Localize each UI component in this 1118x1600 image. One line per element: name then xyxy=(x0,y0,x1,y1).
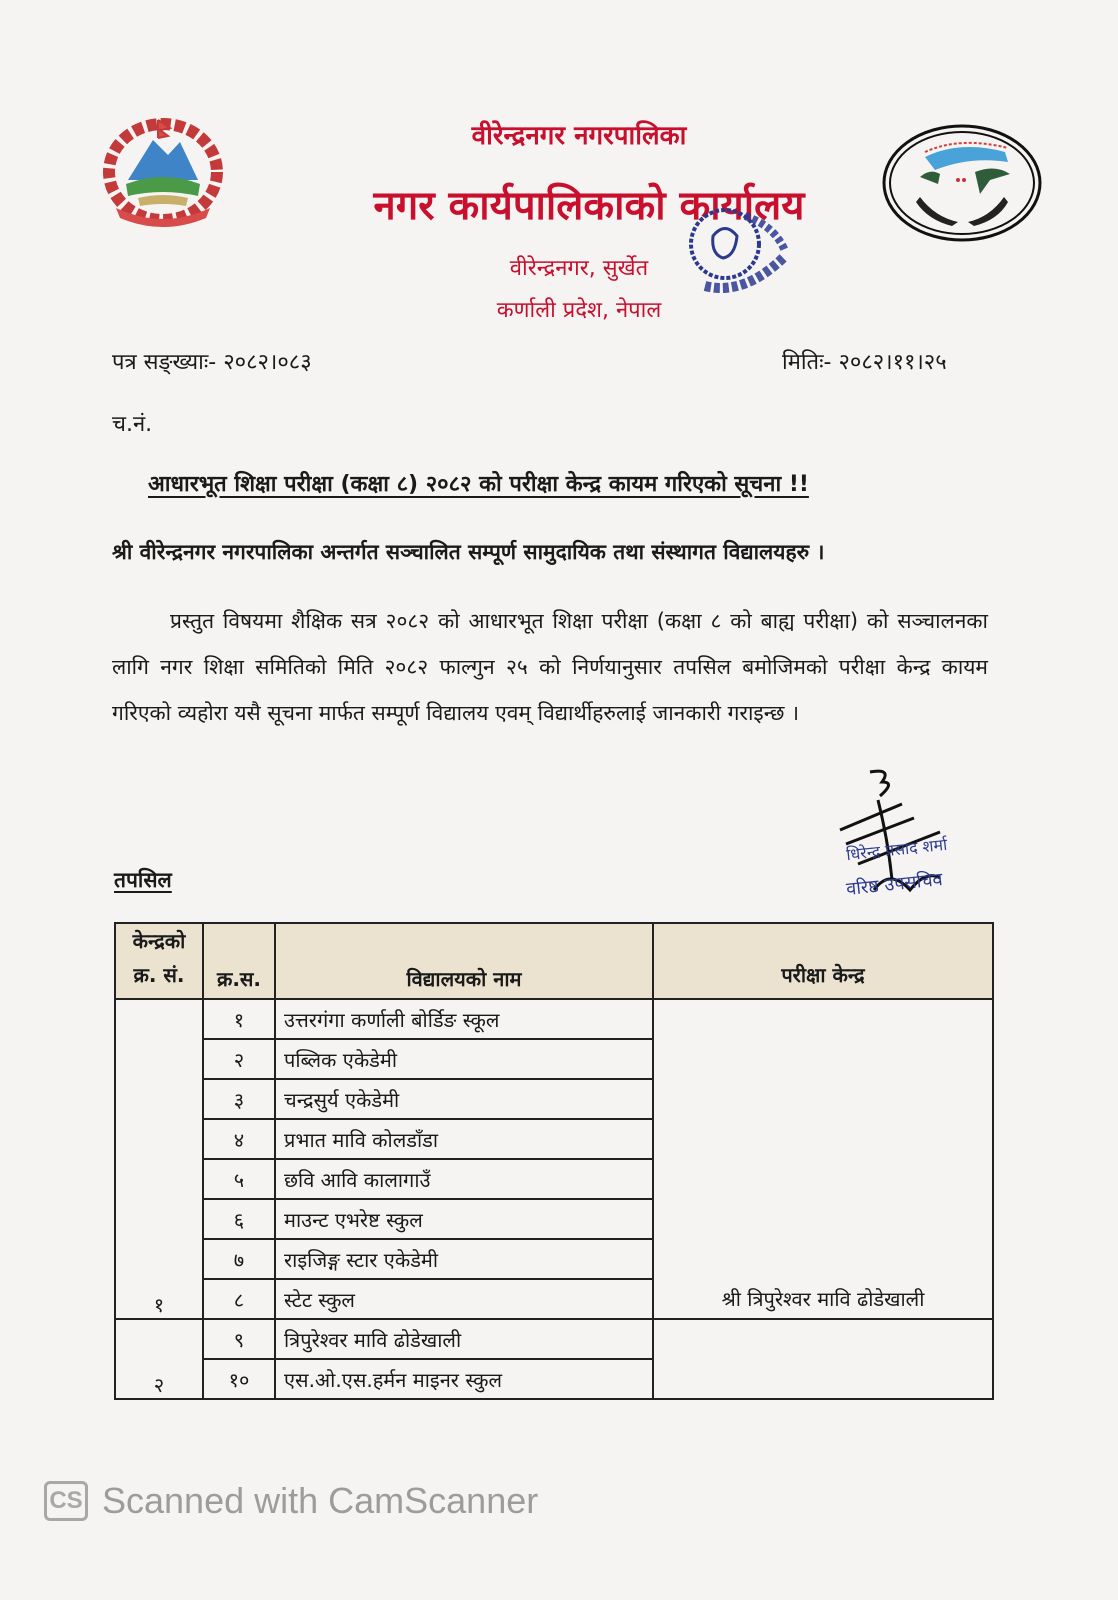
municipality-name: वीरेन्द्रनगर नगरपालिका xyxy=(471,121,687,151)
office-title: नगर कार्यपालिकाको कार्यालय xyxy=(373,183,805,229)
school-name-cell: माउन्ट एभरेष्ट स्कुल xyxy=(275,1199,653,1239)
header-exam-center: परीक्षा केन्द्र xyxy=(653,923,993,999)
exam-center-cell xyxy=(653,1319,993,1399)
table-row xyxy=(115,999,993,1039)
municipality-logo-icon xyxy=(880,122,1045,244)
header-center-sn-line2: क्र. सं. xyxy=(133,963,185,987)
school-name-cell: पब्लिक एकेडेमी xyxy=(275,1039,653,1079)
notice-subject: आधारभूत शिक्षा परीक्षा (कक्षा ८) २०८२ को परीक्षा केन्द्र कायम गरिएको सूचना !! xyxy=(148,472,809,497)
school-sn-cell: ७ xyxy=(203,1239,275,1279)
school-name-cell: राइजिङ्ग स्टार एकेडेमी xyxy=(275,1239,653,1279)
office-seal-stamp-icon xyxy=(675,196,805,316)
school-name-cell: प्रभात मावि कोलडाँडा xyxy=(275,1119,653,1159)
table-header-row xyxy=(115,923,993,999)
signatory-name: धिरेन्द्र प्रसाद शर्मा xyxy=(845,834,949,865)
school-sn-cell: ४ xyxy=(203,1119,275,1159)
school-name-cell: स्टेट स्कुल xyxy=(275,1279,653,1319)
school-sn-cell: ९ xyxy=(203,1319,275,1359)
school-sn-cell: ६ xyxy=(203,1199,275,1239)
exam-center-cell: श्री त्रिपुरेश्वर मावि ढोडेखाली xyxy=(653,999,993,1319)
school-name-cell: चन्द्रसुर्य एकेडेमी xyxy=(275,1079,653,1119)
center-sn-cell: १ xyxy=(115,999,203,1319)
watermark-text: Scanned with CamScanner xyxy=(102,1480,539,1521)
addressee: श्री वीरेन्द्रनगर नगरपालिका अन्तर्गत सञ्चालित सम्पूर्ण सामुदायिक तथा संस्थागत विद्यालयहरु । xyxy=(112,540,825,564)
school-name-cell: त्रिपुरेश्वर मावि ढोडेखाली xyxy=(275,1319,653,1359)
address-line-2: कर्णाली प्रदेश, नेपाल xyxy=(496,298,662,323)
camscanner-logo-icon: CS xyxy=(44,1481,88,1521)
school-sn-cell: १ xyxy=(203,999,275,1039)
notice-body: प्रस्तुत विषयमा शैक्षिक सत्र २०८२ को आधारभूत शिक्षा परीक्षा (कक्षा ८ को बाह्य परीक्षा) को सञ्चालनका लागि नगर शिक्षा समितिको मिति २०८२ फाल्गुन २५ को निर्णयानुसार तपसिल बमोजिमको परीक्षा केन्द्र कायम गरिएको व्यहोरा यसै सूचना मार्फत सम्पूर्ण विद्यालय एवम् विद्यार्थीहरुलाई जानकारी गराइन्छ । xyxy=(112,609,988,725)
address-line-1: वीरेन्द्रनगर, सुर्खेत xyxy=(509,256,649,281)
header-school-name: विद्यालयको नाम xyxy=(275,923,653,999)
school-name-cell: एस.ओ.एस.हर्मन माइनर स्कुल xyxy=(275,1359,653,1399)
school-name-cell: उत्तरगंगा कर्णाली बोर्डिङ स्कूल xyxy=(275,999,653,1039)
dispatch-number: च.नं. xyxy=(112,412,153,437)
school-sn-cell: ८ xyxy=(203,1279,275,1319)
table-row xyxy=(115,1319,993,1359)
header-center-sn xyxy=(115,923,203,999)
camscanner-watermark xyxy=(44,1480,538,1522)
signatory-title: वरिष्ठ उपसचिव xyxy=(845,868,944,900)
center-sn-cell: २ xyxy=(115,1319,203,1399)
header-center-sn-line1: केन्द्रको xyxy=(132,929,186,953)
school-sn-cell: ५ xyxy=(203,1159,275,1199)
school-sn-cell: २ xyxy=(203,1039,275,1079)
letter-date: मितिः- २०८२।११।२५ xyxy=(782,350,947,375)
school-name-cell: छवि आवि कालागाउँ xyxy=(275,1159,653,1199)
letter-number: पत्र सङ्ख्याः- २०८२।०८३ xyxy=(112,350,312,375)
header-sn: क्र.स. xyxy=(203,923,275,999)
school-sn-cell: १० xyxy=(203,1359,275,1399)
schedule-label: तपसिल xyxy=(114,868,172,892)
exam-center-table xyxy=(114,922,994,1400)
school-sn-cell: ३ xyxy=(203,1079,275,1119)
